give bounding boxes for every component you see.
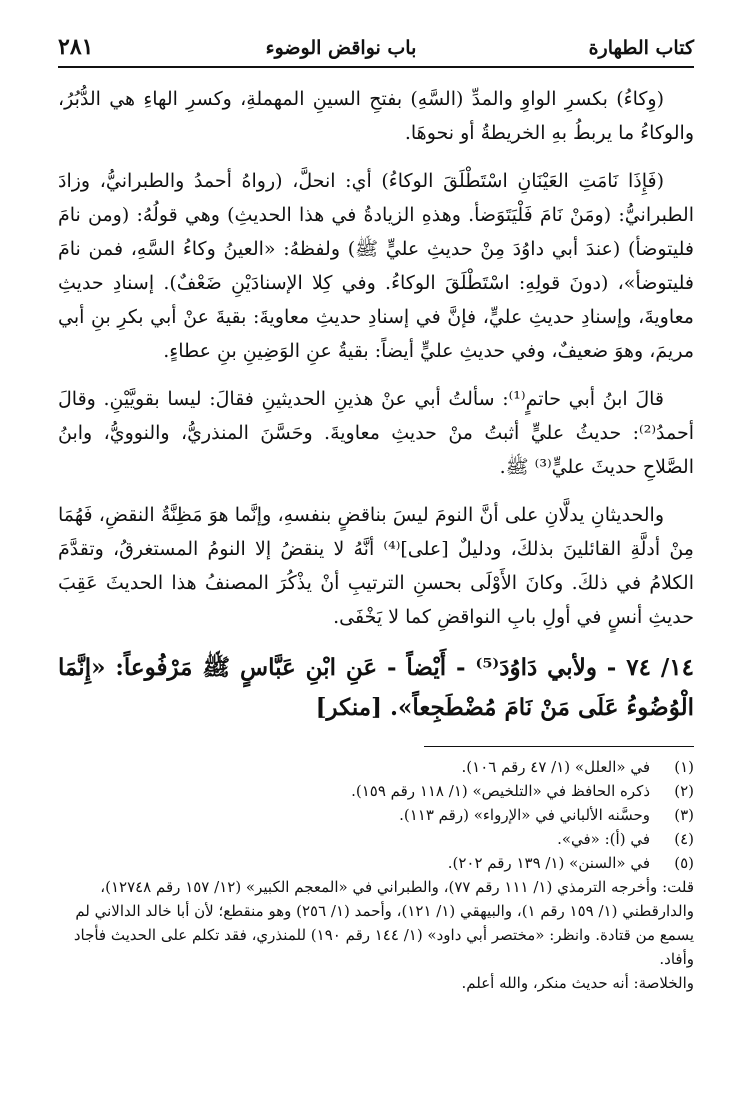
footnote-conclusion: والخلاصة: أنه حديث منكر، والله أعلم. bbox=[461, 974, 694, 992]
paragraph-hadith-commentary: (فَإِذَا نَامَتِ العَيْنَانِ اسْتَطْلَقَ الوكاءُ) أي: انحلَّ، (رواهُ أحمدُ والطبرانيُّ، وزادَ الطبرانيُّ: (ومَنْ نَامَ فَلْيَتَوَضأ. وهذهِ الزيادةُ في هذا الحديثِ) وهي قولُهُ: (ومن نامَ فليتوضأ) (عندَ أبي داوُدَ مِنْ حديثِ عليٍّ ﷺ) ولفظهُ: «العينُ وكاءُ السَّهِ، فمن نامَ فليتوضأ»، (دونَ قولِهِ: اسْتَطْلَقَ الوكاءُ. وفي كِلا الإسنادَيْنِ ضَعْفٌ). إسنادِ حديثِ معاويةَ، وإسنادِ حديثِ عليٍّ، فإنَّ في إسنادِ حديثِ معاويةَ: بقيةَ عنْ أبي بكرِ بنِ أبي مريمَ، وهوَ ضعيفٌ، وفي حديثِ عليٍّ أيضاً: بقيةُ عنِ الوَضِينِ بنِ عطاءٍ. bbox=[58, 170, 694, 362]
page-number: ٢٨١ bbox=[58, 34, 94, 60]
paragraph-grading: قالَ ابنُ أبي حاتمٍ⁽¹⁾: سألتُ أبي عنْ هذينِ الحديثينِ فقالَ: ليسا بقويَّيْنِ. وقالَ أحمدُ⁽²⁾: حديثُ عليٍّ أثبتُ منْ حديثِ معاويةَ. وحَسَّنَ المنذريُّ، والنوويُّ، وابنُ الصَّلاحِ حديثَ عليٍّ⁽³⁾ ﷺ. bbox=[58, 388, 694, 478]
footnote-item: (٣) وحسَّنه الألباني في «الإرواء» (رقم ١١٣). bbox=[399, 806, 694, 824]
main-text bbox=[58, 82, 694, 728]
footnotes bbox=[58, 755, 694, 995]
book-title: كتاب الطهارة bbox=[588, 37, 694, 59]
page-header bbox=[58, 34, 694, 68]
hadith-number: ١٤/ ٧٤ bbox=[626, 654, 694, 681]
footnote-separator bbox=[424, 746, 694, 747]
paragraph-conclusion: والحديثانِ يدلَّانِ على أنَّ النومَ ليسَ بناقضٍ بنفسهِ، وإنَّما هوَ مَظِنَّةُ النقضِ، فَهُمَا مِنْ أدلَّةِ القائلينَ بذلكَ، ودليلٌ [على]⁽⁴⁾ أنَّهُ لا ينقضُ إلا النومُ المستغرقُ، وتقدَّمَ الكلامُ في ذلكَ. وكانَ الأَوْلَى بحسنِ الترتيبِ أنْ يذْكُرَ المصنفُ هذا الحديثَ عَقِبَ حديثِ أنسٍ في أولِ بابِ النواقضِ كما لا يَخْفَى. bbox=[58, 504, 694, 628]
footnote-item: (٢) ذكره الحافظ في «التلخيص» (١/ ١١٨ رقم ١٥٩). bbox=[351, 782, 694, 800]
footnote-item: (٥) في «السنن» (١/ ١٣٩ رقم ٢٠٢). bbox=[447, 854, 694, 872]
hadith-block bbox=[58, 648, 694, 728]
footnote-item: (٤) في (أ): «في». bbox=[557, 830, 694, 848]
paragraph-wikaa: (وِكاءُ) بكسرِ الواوِ والمدِّ (السَّهِ) بفتحِ السينِ المهملةِ، وكسرِ الهاءِ هي الدُّبُرُ، والوكاءُ ما يربطُ بهِ الخريطةُ أو نحوهَا. bbox=[58, 88, 694, 144]
footnote-extra-note: قلت: وأخرجه الترمذي (١/ ١١١ رقم ٧٧)، والطبراني في «المعجم الكبير» (١٢/ ١٥٧ رقم ١٢٧٤٨)، والدارقطني (١/ ١٥٩ رقم ١)، والبيهقي (١/ ١٢١)، وأحمد (١/ ٢٥٦) وهو منقطع؛ لأن أبا خالد الدالاني لم يسمع من قتادة. وانظر: «مختصر أبي داود» (١/ ١٤٤ رقم ١٩٠) للمنذري، فقد تكلم على الحديث فأجاد وأفاد. bbox=[73, 878, 694, 968]
chapter-title: باب نواقض الوضوء bbox=[265, 37, 417, 59]
hadith-text: - ولأبي دَاوُدَ⁽⁵⁾ - أَيْضاً - عَنِ ابْنِ عَبَّاسٍ ﷺ مَرْفُوعاً: «إِنَّمَا الْوُضُوءُ عَلَى مَنْ نَامَ مُضْطَجِعاً». bbox=[58, 654, 694, 721]
footnote-item: (١) في «العلل» (١/ ٤٧ رقم ١٠٦). bbox=[461, 758, 694, 776]
hadith-grade: [منكر] bbox=[315, 694, 382, 721]
